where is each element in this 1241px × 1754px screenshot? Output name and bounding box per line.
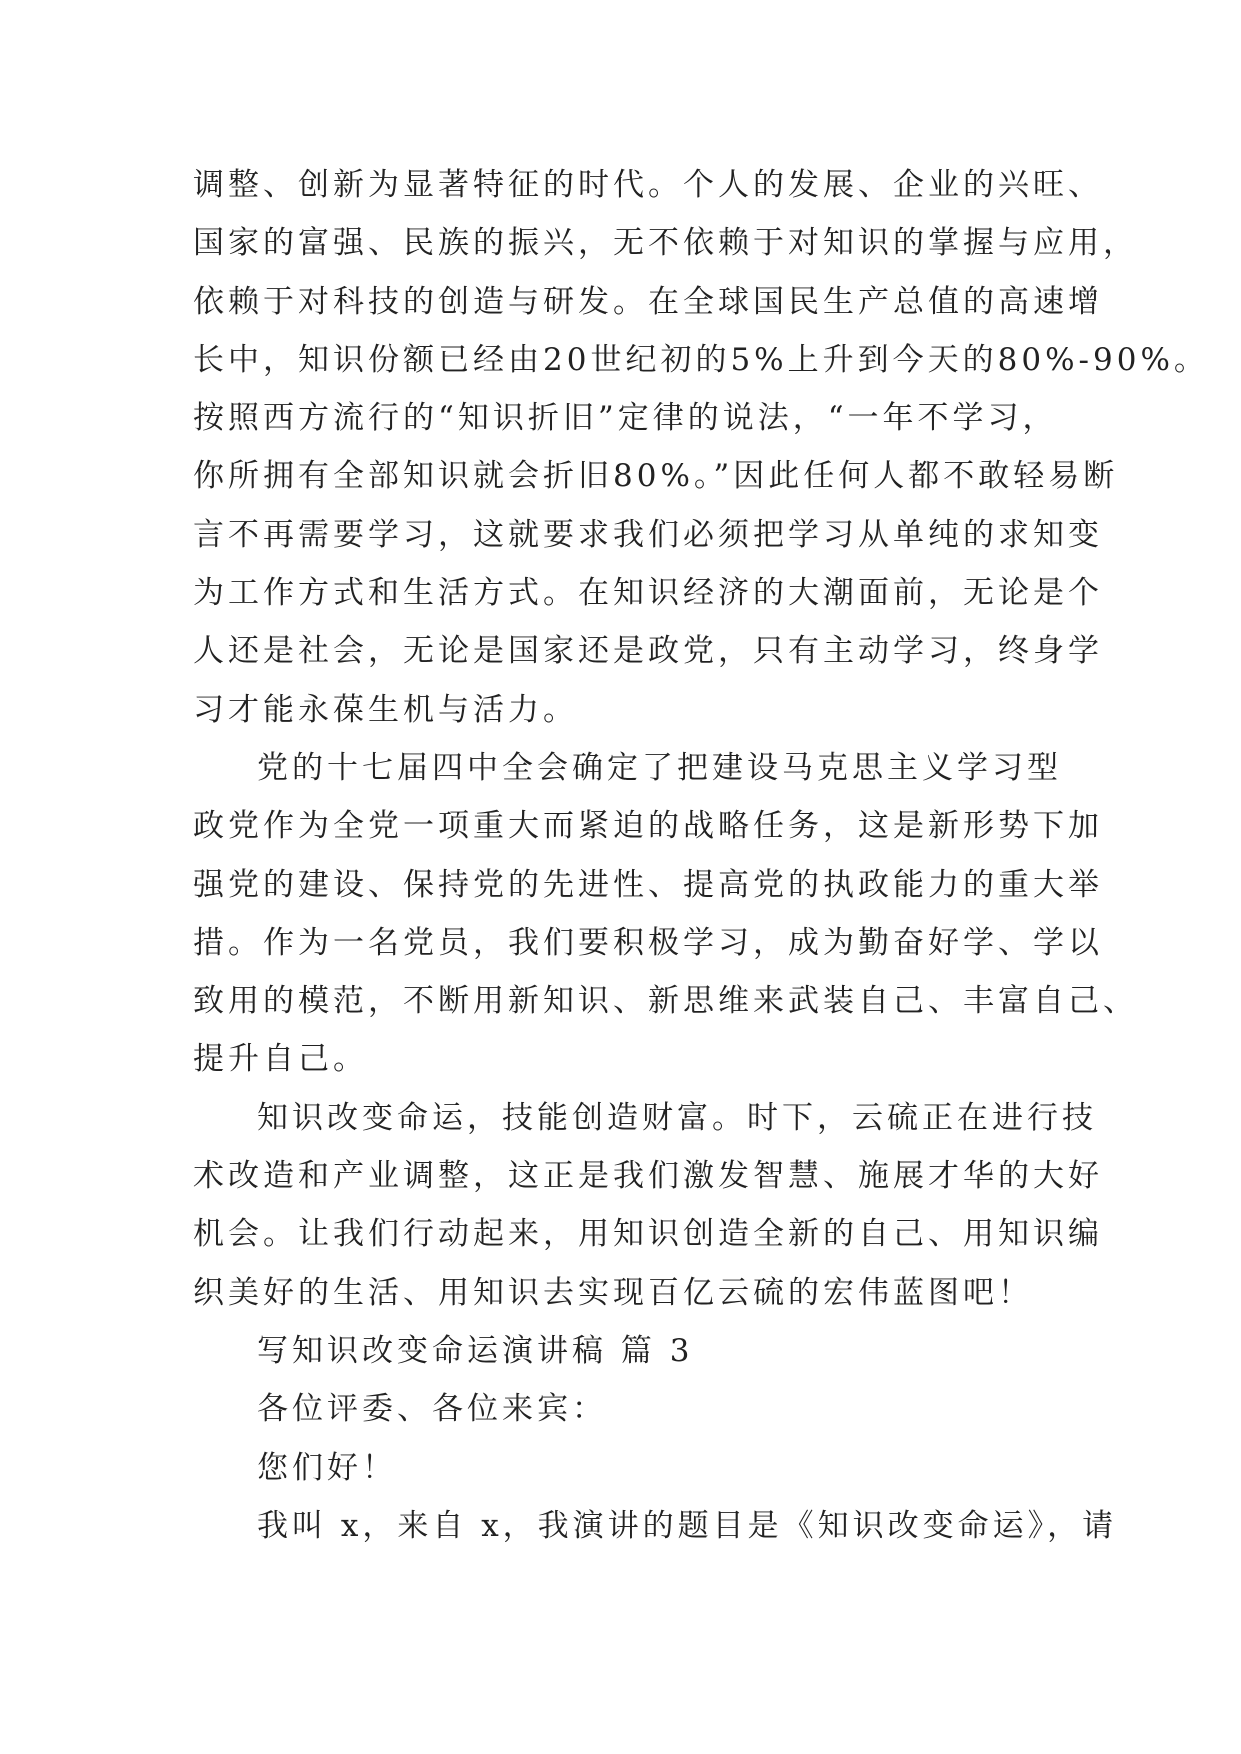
- paragraph-first-line: 我叫 x，来自 x，我演讲的题目是《知识改变命运》，请: [257, 1507, 1118, 1544]
- text-line: 政党作为全党一项重大而紧迫的战略任务，这是新形势下加: [193, 808, 1103, 845]
- text-line: 调整、创新为显著特征的时代。个人的发展、企业的兴旺、: [193, 167, 1103, 203]
- text-line: 措。作为一名党员，我们要积极学习，成为勤奋好学、学以: [193, 924, 1103, 961]
- text-line: 你所拥有全部知识就会折旧80%。”因此任何人都不敢轻易断: [193, 458, 1119, 495]
- text-line: 为工作方式和生活方式。在知识经济的大潮面前，无论是个: [193, 575, 1103, 612]
- text-line: 织美好的生活、用知识去实现百亿云硫的宏伟蓝图吧！: [193, 1274, 1033, 1311]
- section-heading: 写知识改变命运演讲稿 篇 3: [257, 1332, 694, 1369]
- salutation-line: 各位评委、各位来宾：: [257, 1391, 607, 1428]
- text-line: 机会。让我们行动起来，用知识创造全新的自己、用知识编: [193, 1216, 1103, 1253]
- text-line: 言不再需要学习，这就要求我们必须把学习从单纯的求知变: [193, 516, 1103, 553]
- paragraph-first-line: 知识改变命运，技能创造财富。时下，云硫正在进行技: [257, 1099, 1097, 1136]
- greeting-line: 您们好！: [257, 1449, 397, 1486]
- text-line: 依赖于对科技的创造与研发。在全球国民生产总值的高速增: [193, 283, 1103, 320]
- document-body: [193, 156, 1209, 1555]
- text-line: 习才能永葆生机与活力。: [193, 691, 578, 728]
- text-line: 人还是社会，无论是国家还是政党，只有主动学习，终身学: [193, 633, 1103, 670]
- paragraph-first-line: 党的十七届四中全会确定了把建设马克思主义学习型: [257, 749, 1062, 786]
- text-line: 强党的建设、保持党的先进性、提高党的执政能力的重大举: [193, 866, 1103, 903]
- text-line: 提升自己。: [193, 1041, 368, 1078]
- text-line: 长中，知识份额已经由20世纪初的5%上升到今天的80%-90%。: [193, 341, 1209, 378]
- text-line: 国家的富强、民族的振兴，无不依赖于对知识的掌握与应用，: [193, 225, 1138, 262]
- text-line: 按照西方流行的“知识折旧”定律的说法，“一年不学习，: [193, 400, 1058, 437]
- text-line: 术改造和产业调整，这正是我们激发智慧、施展才华的大好: [193, 1158, 1103, 1195]
- text-line: 致用的模范，不断用新知识、新思维来武装自己、丰富自己、: [193, 983, 1138, 1020]
